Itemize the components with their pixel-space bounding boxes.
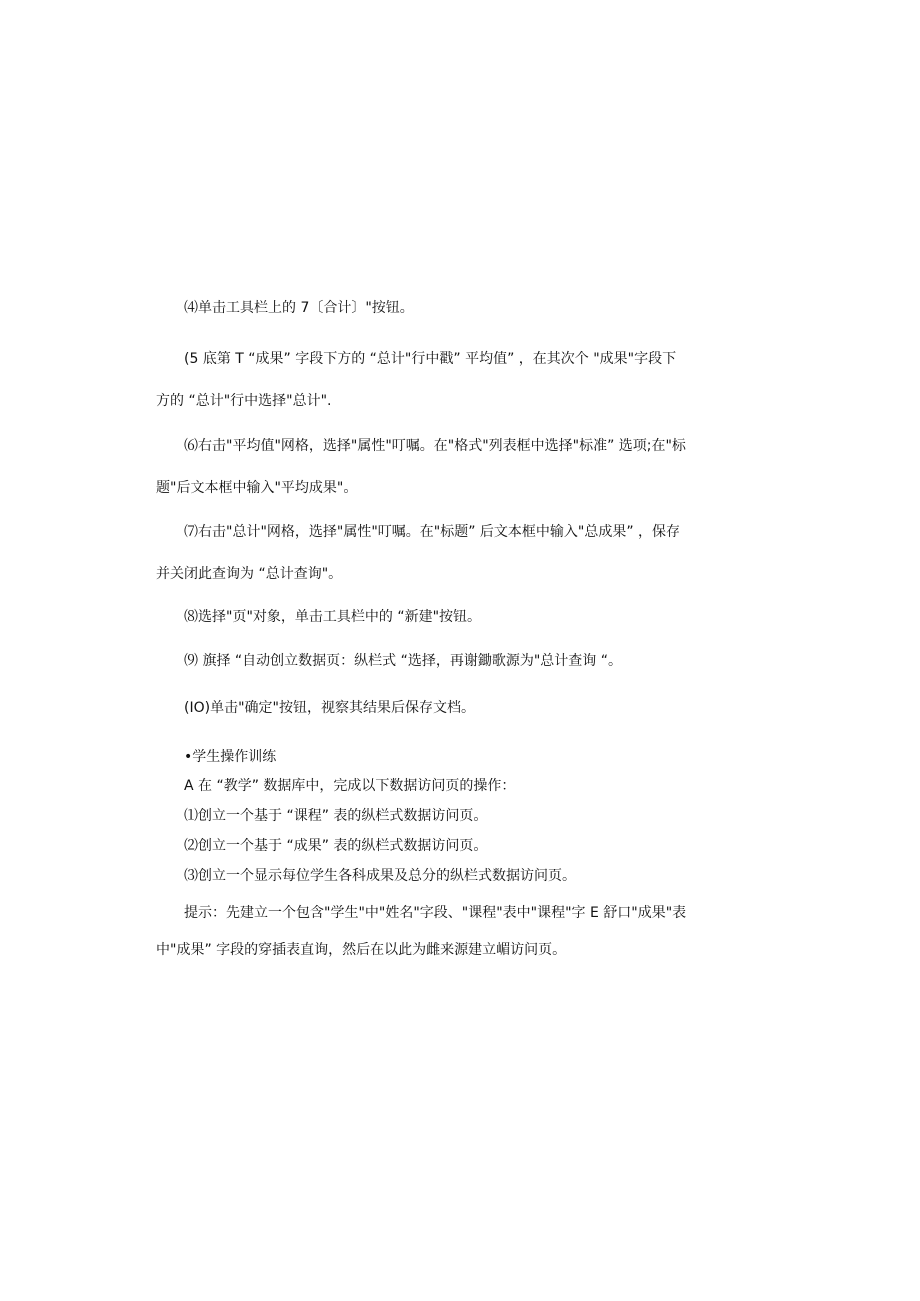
step-9: ⑼ 旗择 “自动创立数据页：纵栏式 “选择，再谢鋤歌源为"总计查询 “。 bbox=[184, 653, 622, 669]
step-6-line-1: ⑹右击"平均值"网格，选择"属性"叮嘱。在"格式"列表框中选择"标准” 选项;在"标 bbox=[184, 438, 686, 454]
step-5-line-1: (5 底第 T “成果” 字段下方的 “总计"行中戳” 平均值” ，在其次个 "成果"字段下 bbox=[184, 351, 677, 367]
practice-item-2: ⑵创立一个基于 “成果” 表的纵栏式数据访问页。 bbox=[184, 838, 488, 854]
practice-heading: •学生操作训练 bbox=[184, 749, 277, 765]
practice-item-3: ⑶创立一个显示每位学生各科成果及总分的纵栏式数据访问页。 bbox=[184, 868, 576, 884]
practice-item-1: ⑴创立一个基于 “课程” 表的纵栏式数据访问页。 bbox=[184, 808, 488, 824]
practice-intro: A 在 “教学” 数据库中，完成以下数据访问页的操作： bbox=[184, 778, 516, 794]
step-5-line-2: 方的 “总计"行中选择"总计". bbox=[156, 393, 332, 409]
step-8: ⑻选择"页"对象，单击工具栏中的 “新建"按钮。 bbox=[184, 609, 482, 625]
step-7-line-1: ⑺右击"总计"网格，选择"属性"叮嘱。在"标题” 后文本框中输入"总成果” ，保存 bbox=[184, 524, 681, 540]
hint-line-2: 中"成果” 字段的穿插表直询，然后在以此为雌来源建立嵋访问页。 bbox=[156, 942, 567, 958]
step-4: ⑷单击工具栏上的 7〔合计〕"按钮。 bbox=[184, 300, 414, 316]
hint-line-1: 提示：先建立一个包含"学生"中"姓名"字段、"课程"表中"课程"字 E 舒口"成果"表 bbox=[184, 905, 687, 921]
step-6-line-2: 题"后文本框中输入"平均成果"。 bbox=[156, 480, 358, 496]
step-10: (IO)单击"确定"按钮，视察其结果后保存文档。 bbox=[184, 700, 475, 716]
step-7-line-2: 并关闭此查询为 “总计查询"。 bbox=[156, 566, 343, 582]
